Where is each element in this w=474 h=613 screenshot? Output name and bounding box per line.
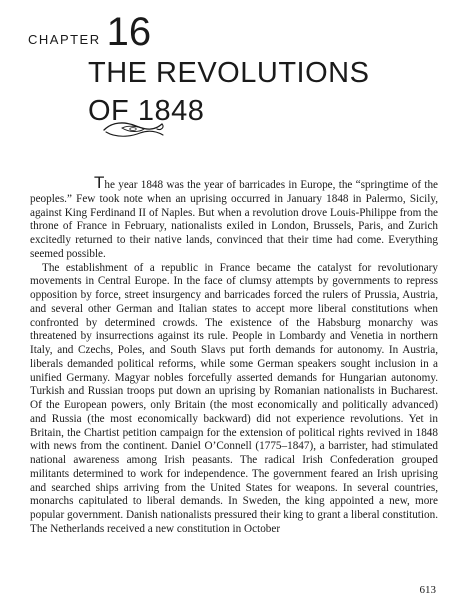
chapter-label: CHAPTER xyxy=(28,32,101,47)
decorative-swash-icon xyxy=(102,117,166,141)
opening-paragraph-text: he year 1848 was the year of barricades in Europe, the “springtime of the peoples.” Few took note when an uprising occurred in January 1848 in Palermo, Sicily, against King Ferdinand II of Naples. But when a revolution drove Louis-Philippe from the throne of France in February, nationalists exiled in London, Brussels, Paris, and Zurich excitedly returned to their native lands, convinced that their time had come. Everything seemed possible. xyxy=(30,179,438,260)
drop-cap: T xyxy=(94,173,105,192)
chapter-number: 16 xyxy=(106,10,152,54)
second-paragraph: The establishment of a republic in France became the catalyst for revolutionary movements in Central Europe. In the face of clumsy attempts by governments to repress opposition by force, street insurgency and barricades forced the rulers of Prussia, Austria, and several other German and Italian states to accept more liberal constitutions when confronted by determined crowds. The existence of the Habsburg monarchy was threatened by insurrections against its rule. People in Lombardy and Venetia in northern Italy, and Czechs, Poles, and South Slavs put forth demands for autonomy. In Austria, liberals demanded political reforms, while some German speakers sought inclusion in a unified Germany. Magyar nobles forcefully asserted demands for Hungarian autonomy. Turkish and Russian troops put down an uprising by Romanian nationalists in Bucharest. Of the European powers, only Britain (the most economically and politically advanced) and Russia (the most economically backward) did not experience revolutions. Yet in Britain, the Chartist petition campaign for the extension of political rights revived in 1848 with news from the continent. Daniel O’Connell (1775–1847), a barrister, had stimulated national awareness among Irish peasants. The radical Irish Confederation grouped militants determined to work for independence. The government feared an Irish uprising and searched ships arriving from the United States for weapons. In several countries, monarchs capitulated to liberal demands. In Sweden, the king appointed a new, more popular government. Danish nationalists pressured their king to grant a liberal constitution. The Netherlands received a new constitution in October xyxy=(30,261,438,535)
opening-paragraph xyxy=(30,173,438,262)
chapter-heading xyxy=(28,10,151,54)
chapter-title-line-2: OF 1848 xyxy=(88,95,205,127)
page-number: 613 xyxy=(419,584,436,596)
chapter-title-line-1: THE REVOLUTIONS xyxy=(88,57,370,89)
chapter-body xyxy=(30,173,438,537)
